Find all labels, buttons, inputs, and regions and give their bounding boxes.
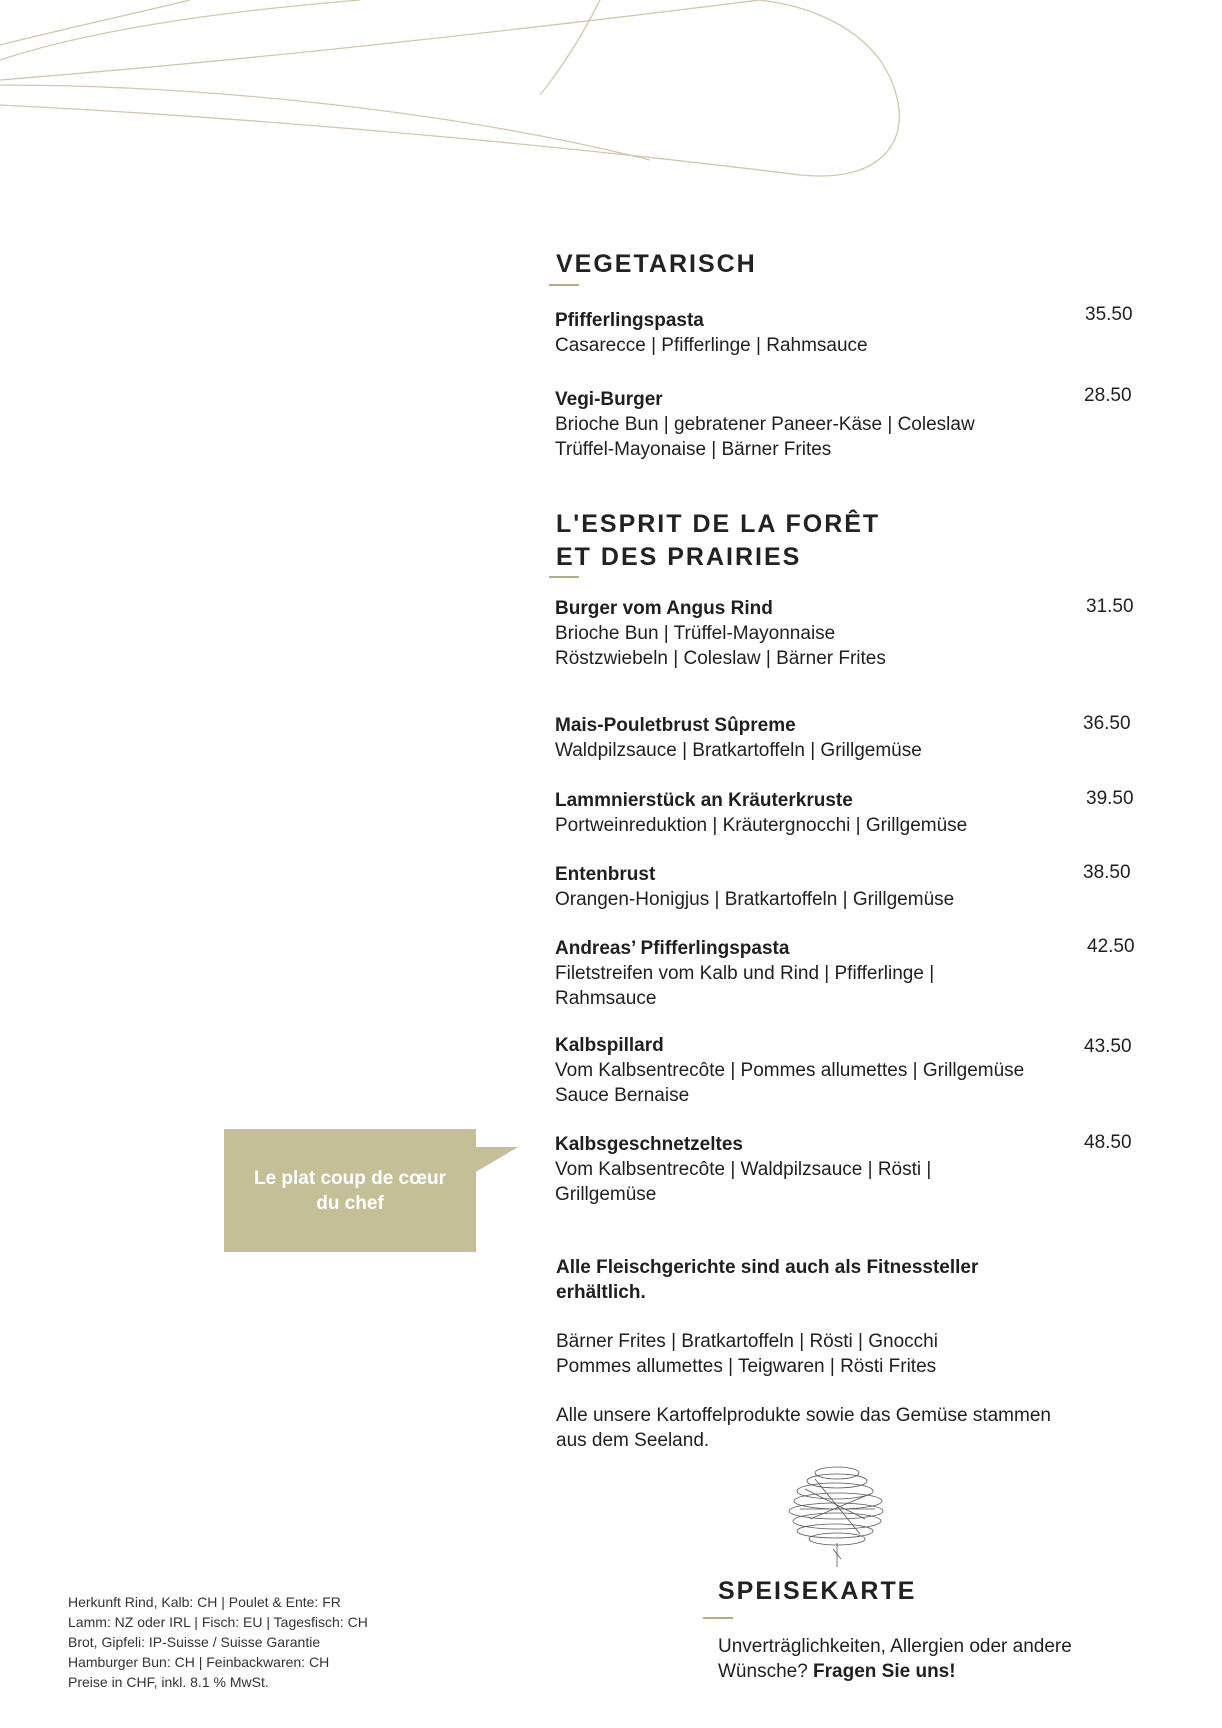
heading-underline	[549, 576, 579, 578]
origin-line: Hamburger Bun: CH | Feinbackwaren: CH	[68, 1654, 330, 1670]
note-line: Bärner Frites | Bratkartoffeln | Rösti | Gnocchi	[556, 1331, 938, 1352]
sides-note	[556, 1329, 1096, 1379]
item-name: Burger vom Angus Rind	[555, 598, 773, 619]
section-heading-esprit	[556, 508, 880, 574]
item-price: 43.50	[1084, 1036, 1132, 1057]
menu-item	[555, 713, 1135, 763]
heading-line: L'ESPRIT DE LA FORÊT	[556, 510, 881, 538]
swoosh-decoration	[0, 0, 1222, 200]
item-name: Kalbspillard	[555, 1035, 664, 1056]
item-name: Mais-Pouletbrust Sûpreme	[555, 715, 796, 736]
note-line: Pommes allumettes | Teigwaren | Rösti Frites	[556, 1356, 937, 1377]
menu-item	[555, 862, 1135, 912]
item-name: Vegi-Burger	[555, 389, 663, 410]
item-price: 48.50	[1084, 1132, 1132, 1153]
origin-line: Lamm: NZ oder IRL | Fisch: EU | Tagesfisch: CH	[68, 1614, 368, 1630]
menu-item	[555, 596, 1135, 671]
item-desc: Sauce Bernaise	[555, 1085, 690, 1106]
callout-text: Le plat coup de cœur du chef	[253, 1167, 447, 1214]
origin-note	[556, 1403, 1096, 1453]
chef-callout	[224, 1129, 476, 1252]
allergy-question: Wünsche?	[718, 1661, 814, 1682]
item-name: Pfifferlingspasta	[555, 310, 704, 331]
item-price: 38.50	[1083, 862, 1131, 883]
item-desc: Brioche Bun | gebratener Paneer-Käse | Coleslaw	[555, 414, 975, 435]
heading-underline	[549, 284, 579, 286]
menu-item	[555, 1132, 1135, 1207]
menu-item	[555, 1033, 1135, 1108]
item-desc: Grillgemüse	[555, 1184, 657, 1205]
note-line: Alle Fleischgerichte sind auch als Fitnessteller	[556, 1257, 979, 1278]
item-desc: Portweinreduktion | Kräutergnocchi | Grillgemüse	[555, 815, 968, 836]
item-desc: Rahmsauce	[555, 988, 657, 1009]
section-heading-vegetarian: VEGETARISCH	[556, 250, 757, 278]
menu-item	[555, 936, 1135, 1011]
heading-line: ET DES PRAIRIES	[556, 543, 802, 571]
menu-item	[555, 308, 1135, 358]
note-line: Alle unsere Kartoffelprodukte sowie das Gemüse stammen	[556, 1405, 1051, 1426]
item-desc: Filetstreifen vom Kalb und Rind | Pfifferlinge |	[555, 963, 935, 984]
origin-line: Brot, Gipfeli: IP-Suisse / Suisse Garantie	[68, 1634, 321, 1650]
item-desc: Trüffel-Mayonaise | Bärner Frites	[555, 439, 832, 460]
item-name: Kalbsgeschnetzeltes	[555, 1134, 743, 1155]
menu-item	[555, 387, 1135, 462]
origin-info	[68, 1592, 368, 1692]
item-price: 28.50	[1084, 385, 1132, 406]
note-line: erhältlich.	[556, 1282, 646, 1303]
allergy-line	[718, 1659, 1138, 1684]
item-price: 39.50	[1086, 788, 1134, 809]
scribble-tree-logo-icon	[785, 1459, 890, 1571]
item-name: Andreas’ Pfifferlingspasta	[555, 938, 790, 959]
item-desc: Brioche Bun | Trüffel-Mayonnaise	[555, 623, 836, 644]
item-desc: Orangen-Honigjus | Bratkartoffeln | Grillgemüse	[555, 889, 955, 910]
item-desc: Casarecce | Pfifferlinge | Rahmsauce	[555, 335, 868, 356]
item-desc: Vom Kalbsentrecôte | Waldpilzsauce | Rösti |	[555, 1159, 932, 1180]
note-line: aus dem Seeland.	[556, 1430, 710, 1451]
item-name: Lammnierstück an Kräuterkruste	[555, 790, 853, 811]
allergy-note	[718, 1634, 1138, 1684]
callout-pointer	[474, 1147, 518, 1173]
allergy-line: Unverträglichkeiten, Allergien oder andere	[718, 1636, 1072, 1657]
item-price: 42.50	[1087, 936, 1135, 957]
allergy-cta: Fragen Sie uns!	[813, 1661, 956, 1682]
item-desc: Waldpilzsauce | Bratkartoffeln | Grillgemüse	[555, 740, 922, 761]
item-desc: Röstzwiebeln | Coleslaw | Bärner Frites	[555, 648, 886, 669]
item-price: 35.50	[1085, 304, 1133, 325]
item-price: 36.50	[1083, 713, 1131, 734]
fitness-note	[556, 1255, 1096, 1305]
brand-underline	[703, 1617, 733, 1619]
menu-item	[555, 788, 1135, 838]
item-name: Entenbrust	[555, 864, 656, 885]
origin-line: Herkunft Rind, Kalb: CH | Poulet & Ente: FR	[68, 1594, 341, 1610]
brand-title: SPEISEKARTE	[718, 1577, 917, 1605]
item-price: 31.50	[1086, 596, 1134, 617]
item-desc: Vom Kalbsentrecôte | Pommes allumettes | Grillgemüse	[555, 1060, 1025, 1081]
origin-line: Preise in CHF, inkl. 8.1 % MwSt.	[68, 1674, 269, 1690]
